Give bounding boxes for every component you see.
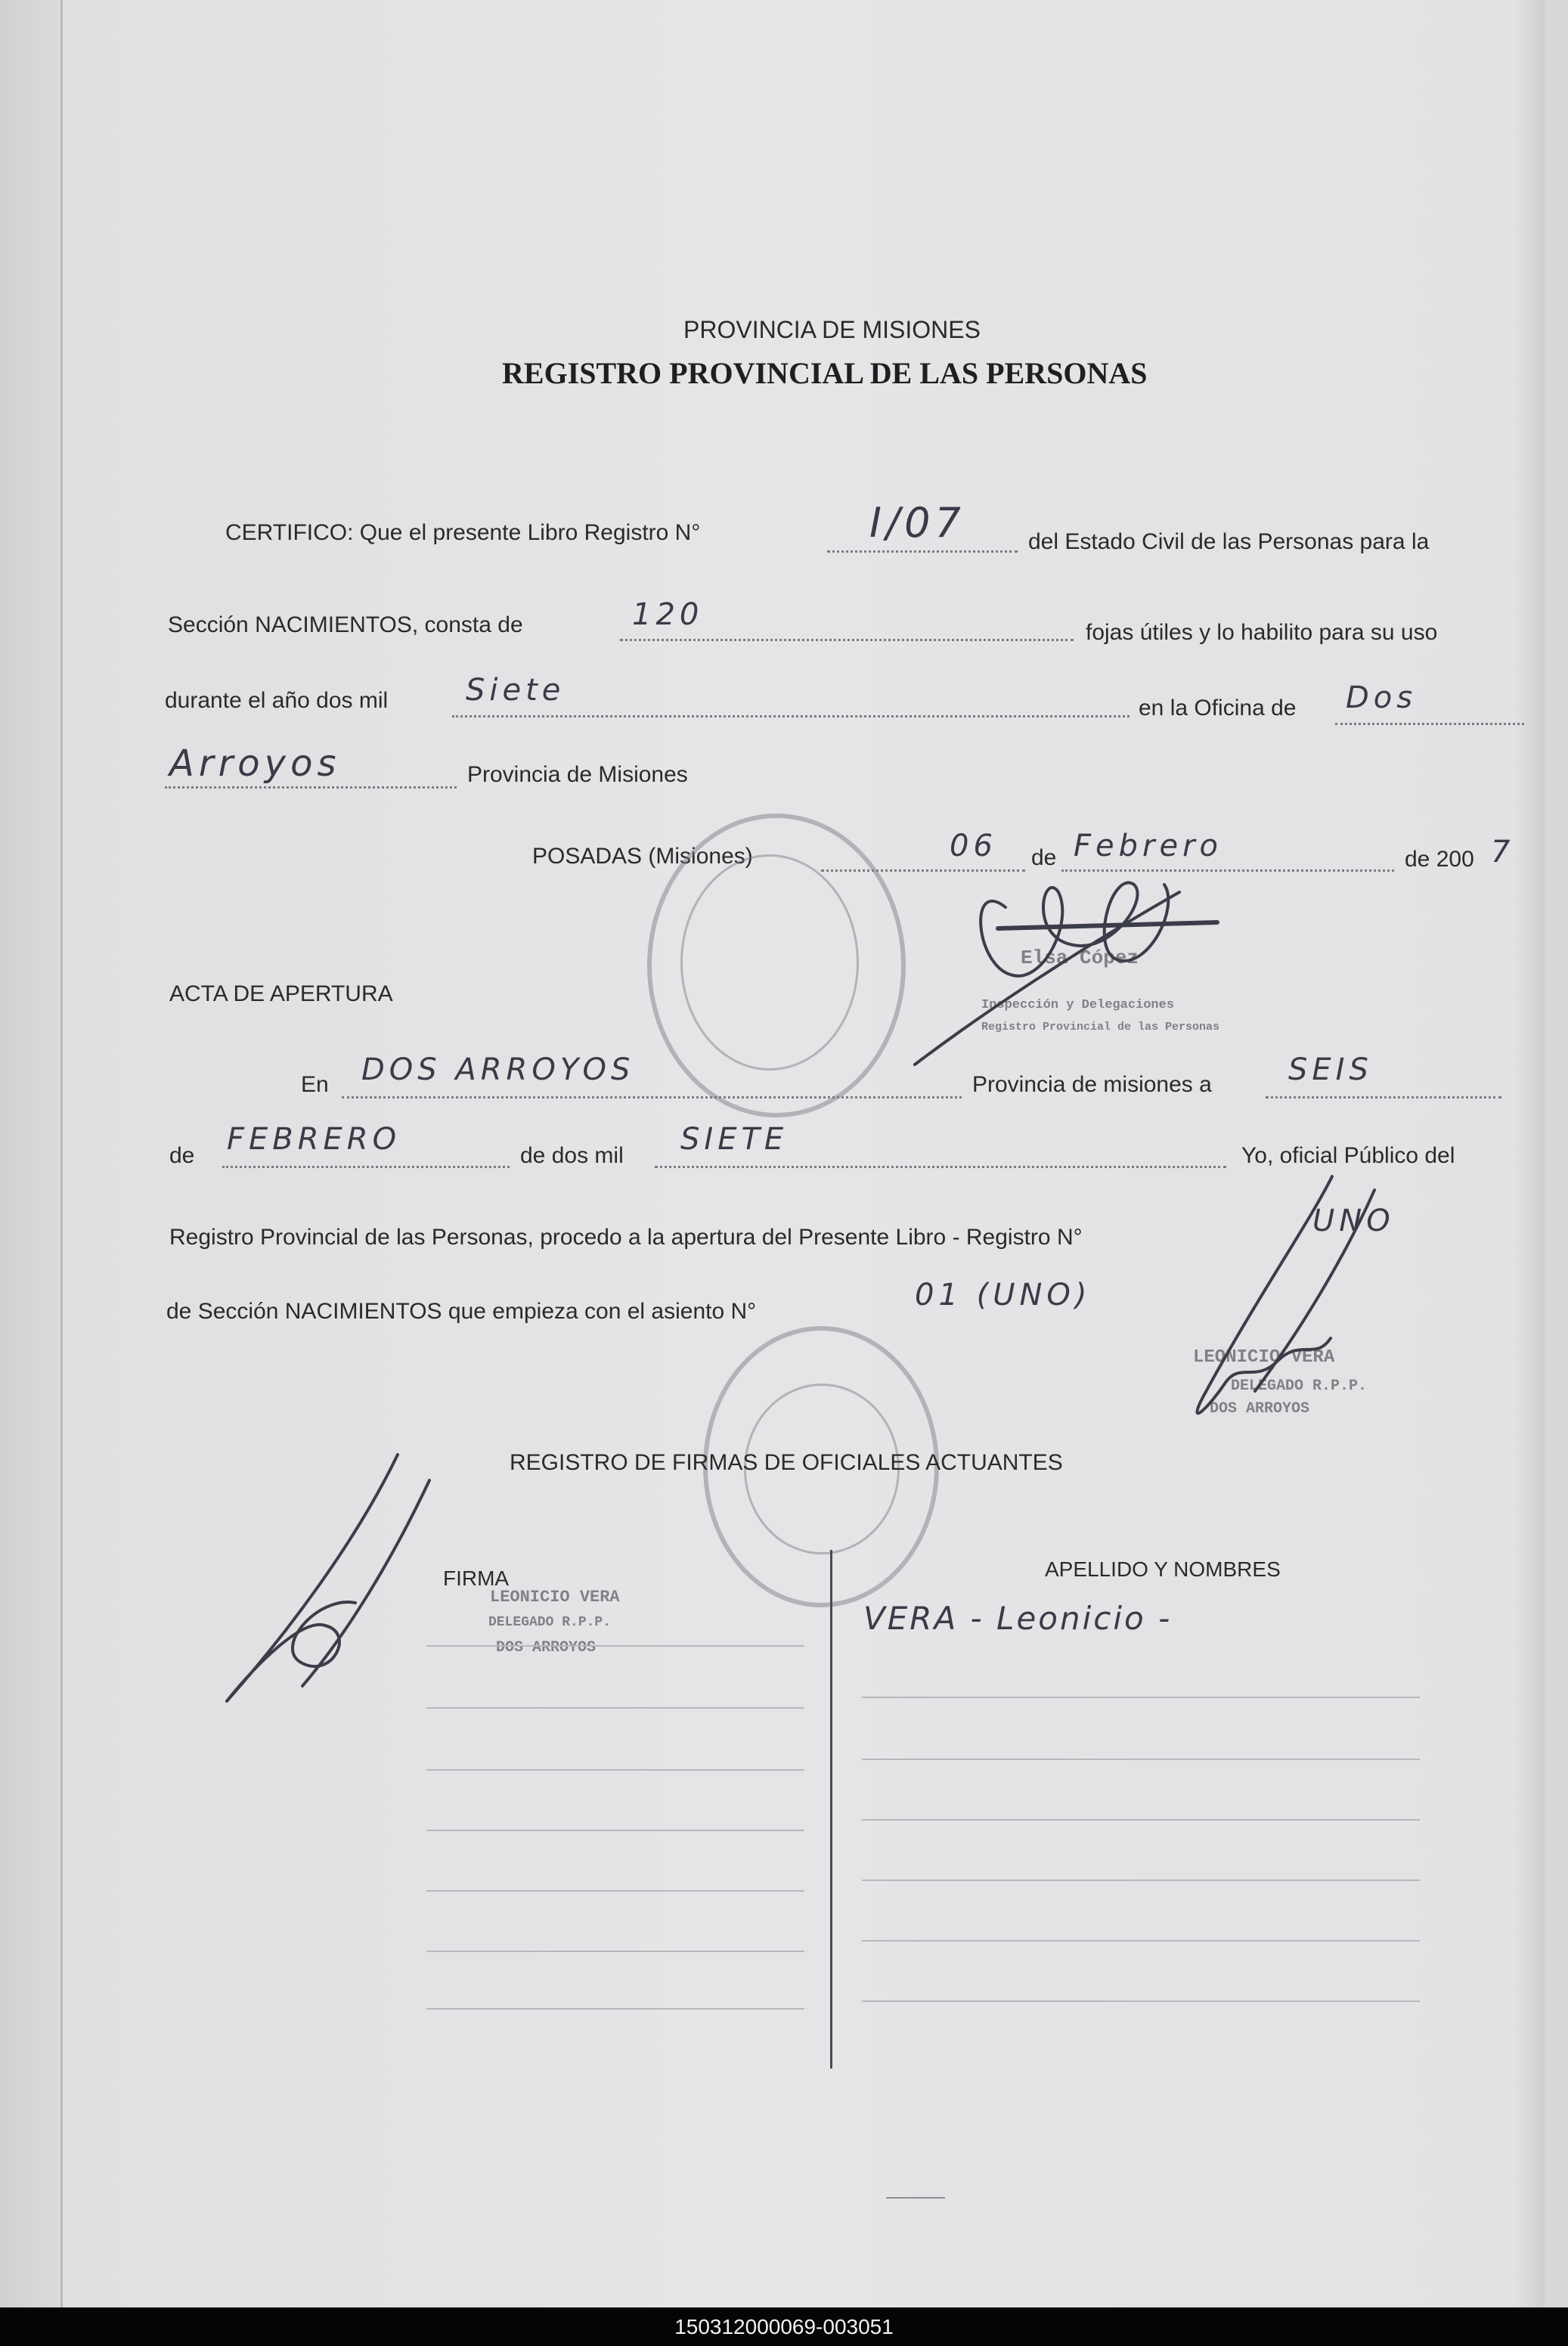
acta-registro-handwritten: UNO xyxy=(1312,1204,1395,1238)
office-place-cont-handwritten: Arroyos xyxy=(169,742,341,785)
acta-month-handwritten: FEBRERO xyxy=(227,1122,401,1157)
office-place-handwritten: Dos xyxy=(1346,680,1418,715)
official-signature-stroke xyxy=(998,922,1217,928)
official-stamp-role: Inspección y Delegaciones xyxy=(981,998,1175,1012)
acta-oficial: Yo, oficial Público del xyxy=(1241,1143,1455,1168)
signatures-col-apellido: APELLIDO Y NOMBRES xyxy=(1045,1557,1281,1581)
signer-name-handwritten: VERA - Leonicio - xyxy=(863,1600,1173,1637)
cert-line2-prefix: Sección NACIMIENTOS, consta de xyxy=(168,612,523,637)
official-stamp-office: Registro Provincial de las Personas xyxy=(981,1021,1220,1034)
firma-stamp-role: DELEGADO R.P.P. xyxy=(488,1615,612,1630)
firma-stamp-name: LEONICIO VERA xyxy=(490,1588,620,1607)
footer-bar xyxy=(0,2307,1568,2346)
delegate-stamp-office: DOS ARROYOS xyxy=(1210,1400,1310,1418)
acta-line3: Registro Provincial de las Personas, procedo a la apertura del Presente Libro - Registro N° xyxy=(169,1225,1083,1250)
official-signature-stroke xyxy=(915,892,1179,1065)
document-id: 150312000069-003051 xyxy=(674,2315,894,2338)
province-heading: PROVINCIA DE MISIONES xyxy=(683,316,981,343)
signatures-col-firma: FIRMA xyxy=(443,1567,510,1590)
issue-year-digit-handwritten: 7 xyxy=(1491,835,1511,869)
cert-line4-suffix: Provincia de Misiones xyxy=(467,762,688,787)
cert-line3-prefix: durante el año dos mil xyxy=(165,688,389,713)
delegate-stamp-role: DELEGADO R.P.P. xyxy=(1231,1378,1368,1395)
signatures-title: REGISTRO DE FIRMAS DE OFICIALES ACTUANTES xyxy=(510,1450,1063,1475)
cert-line1-suffix: del Estado Civil de las Personas para la xyxy=(1028,529,1430,554)
cert-line3-mid: en la Oficina de xyxy=(1139,696,1297,721)
acta-asiento-handwritten: 01 (UNO) xyxy=(915,1278,1092,1312)
year-word-handwritten: Siete xyxy=(466,673,566,708)
acta-day-handwritten: SEIS xyxy=(1288,1052,1373,1087)
acta-year-handwritten: SIETE xyxy=(680,1122,789,1157)
acta-de: de xyxy=(169,1143,195,1168)
issue-month-handwritten: Febrero xyxy=(1074,829,1222,863)
delegate-stamp-name: LEONICIO VERA xyxy=(1193,1347,1335,1368)
cert-line2-suffix: fojas útiles y lo habilito para su uso xyxy=(1086,620,1438,645)
acta-year-prefix: de dos mil xyxy=(520,1143,624,1168)
registry-heading: REGISTRO PROVINCIAL DE LAS PERSONAS xyxy=(502,356,1148,390)
acta-line4: de Sección NACIMIENTOS que empieza con el asiento N° xyxy=(166,1299,757,1324)
acta-place-handwritten: DOS ARROYOS xyxy=(361,1052,635,1087)
delegate-signature-stroke xyxy=(1255,1190,1374,1391)
libro-number-handwritten: I/07 xyxy=(869,499,965,547)
issue-place: POSADAS (Misiones) xyxy=(532,844,753,869)
issue-day-handwritten: 06 xyxy=(950,829,997,863)
firma-signature-stroke xyxy=(227,1455,398,1701)
acta-provincia: Provincia de misiones a xyxy=(972,1072,1212,1097)
fojas-count-handwritten: 120 xyxy=(632,597,704,632)
cert-line1-prefix: CERTIFICO: Que el presente Libro Registro N° xyxy=(225,520,701,545)
acta-en: En xyxy=(301,1072,329,1097)
acta-title: ACTA DE APERTURA xyxy=(169,981,393,1006)
issue-de: de xyxy=(1031,845,1057,870)
official-stamp-name: Elsa Cópez xyxy=(1021,947,1139,969)
issue-year-prefix: de 200 xyxy=(1405,847,1474,872)
firma-stamp-office: DOS ARROYOS xyxy=(496,1639,597,1656)
